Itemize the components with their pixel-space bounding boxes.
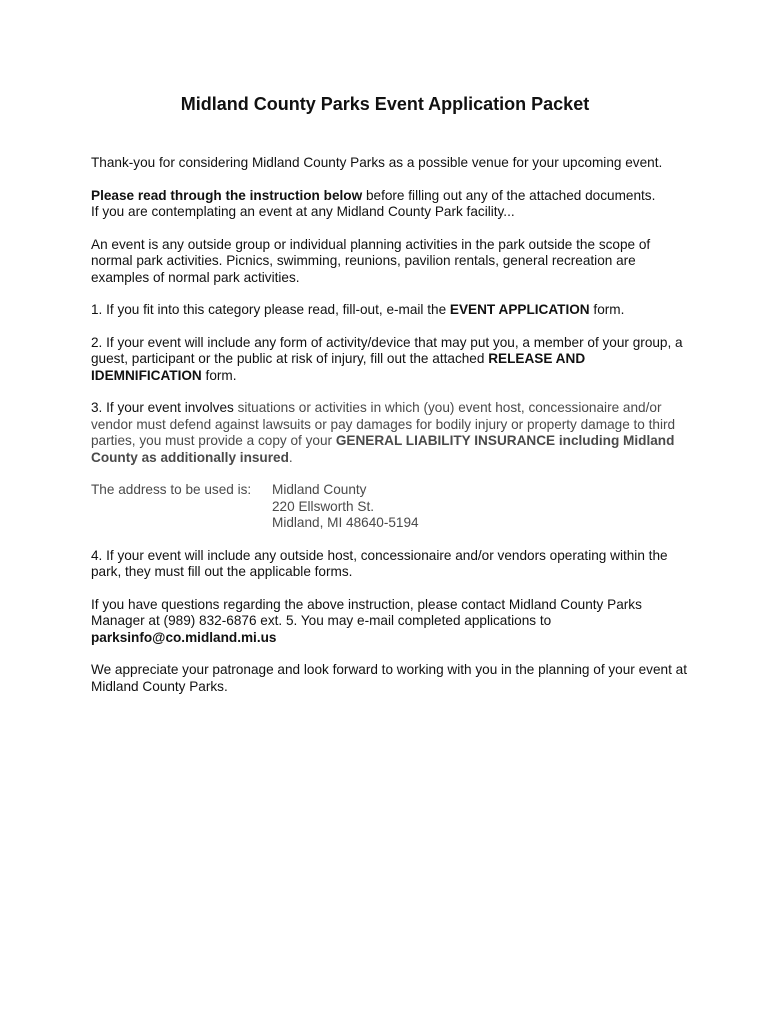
instruction-rest: before filling out any of the attached documents. [362,187,656,203]
item-2-post: form. [201,367,237,383]
intro-paragraph: Thank-you for considering Midland County Parks as a possible venue for your upcoming event. [91,155,663,170]
liability-insurance-label: GENERAL LIABILITY INSURANCE including Midland County as additionally insured [91,433,675,465]
item-1-post: form. [589,302,625,317]
address-label: The address to be used is: [91,482,252,497]
address-lines [272,482,419,532]
event-definition-paragraph: An event is any outside group or individual planning activities in the park outside the scope of normal park activities. Picnics, swimming, reunions, pavilion rentals, general recreation are examples of normal park activities. [91,236,651,285]
item-3-gray-text: situations or activities in which (you) event host, concessionaire and/or vendor must defend against lawsuits or pay damages for bodily injury or property damage to third parties, you must provide a copy of your [91,400,676,448]
release-indemnification-label: RELEASE AND IDEMNIFICATION [91,351,586,383]
address-line-2: 220 Ellsworth St. [272,498,374,514]
item-1-paragraph [91,302,691,319]
instruction-bold: Please read through the instruction below [91,187,363,203]
instruction-line2: If you are contemplating an event at any Midland County Park facility... [91,204,515,219]
item-2-text: 2. If your event will include any form of activity/device that may put you, a member of your group, a guest, participant or the public at risk of injury, fill out the attached [91,334,683,366]
document-body [91,155,691,711]
item-3-paragraph [91,400,691,466]
questions-paragraph [91,597,691,647]
address-line-1: Midland County [272,482,367,497]
closing-paragraph: We appreciate your patronage and look forward to working with you in the planning of your event at Midland County Parks. [91,662,687,694]
instruction-paragraph [91,188,691,221]
address-line-3: Midland, MI 48640-5194 [272,515,419,530]
document-title: Midland County Parks Event Application Packet [180,94,590,114]
item-4-paragraph: 4. If your event will include any outside host, concessionaire and/or vendors operating within the park, they must fill out the applicable forms. [91,547,668,579]
item-3-post: . [288,449,293,465]
questions-text: If you have questions regarding the above instruction, please contact Midland County Parks Manager at (989) 832-6876 ext. 5. You may e-mail completed applications to [91,596,642,628]
contact-email[interactable]: parksinfo@co.midland.mi.us [91,629,277,645]
item-1-text: 1. If you fit into this category please read, fill-out, e-mail the [91,302,450,317]
address-block [91,482,691,532]
event-application-label: EVENT APPLICATION [449,302,590,317]
item-2-paragraph [91,335,691,385]
item-3-text: 3. If your event involves [91,400,234,415]
